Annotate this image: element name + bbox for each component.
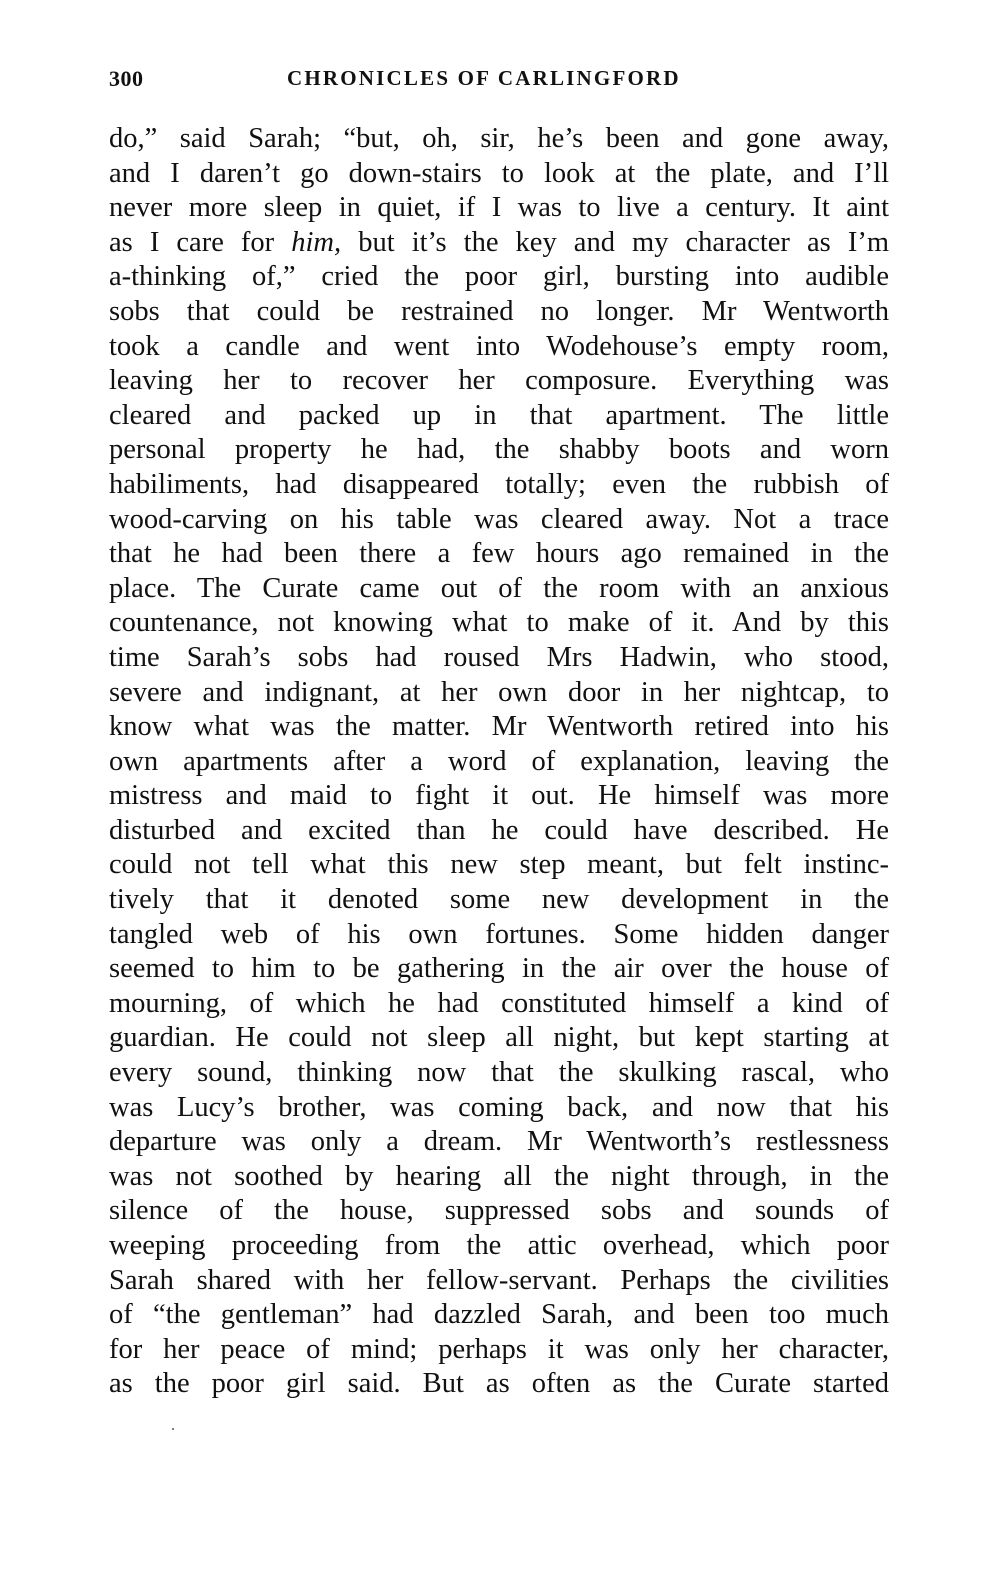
text-line: as the poor girl said. But as often as the Curate started: [109, 1368, 889, 1400]
emphasis-word: him,: [291, 226, 342, 258]
text-line: severe and indignant, at her own door in her nightcap, to: [109, 676, 889, 708]
text-line: tangled web of his own fortunes. Some hidden danger: [109, 918, 889, 950]
text-line: silence of the house, suppressed sobs and sounds of: [109, 1195, 889, 1227]
text-line: took a candle and went into Wodehouse’s empty room,: [109, 330, 889, 362]
text-line: departure was only a dream. Mr Wentworth’s restlessness: [109, 1126, 889, 1158]
text-line: know what was the matter. Mr Wentworth retired into his: [109, 711, 889, 743]
text-line: was Lucy’s brother, was coming back, and now that his: [109, 1091, 889, 1123]
text-segment: as I care for: [109, 226, 292, 258]
text-line: seemed to him to be gathering in the air over the house of: [109, 953, 889, 985]
text-line: mistress and maid to fight it out. He himself was more: [109, 780, 889, 812]
text-line: disturbed and excited than he could have described. He: [109, 814, 889, 846]
page-number: 300: [109, 66, 144, 91]
text-line: weeping proceeding from the attic overhead, which poor: [109, 1230, 889, 1261]
text-line: Sarah shared with her fellow-servant. Perhaps the civilities: [109, 1264, 889, 1296]
text-line: do,” said Sarah; “but, oh, sir, he’s been and gone away,: [109, 123, 889, 154]
text-line: a-thinking of,” cried the poor girl, bursting into audible: [109, 261, 889, 293]
paper-speck: [172, 1428, 174, 1430]
text-segment: but it’s the key and my character as I’m: [341, 226, 889, 258]
text-line: cleared and packed up in that apartment. The little: [109, 399, 889, 431]
text-line: every sound, thinking now that the skulking rascal, who: [109, 1057, 889, 1089]
text-line: countenance, not knowing what to make of it. And by this: [109, 607, 889, 639]
text-line: was not soothed by hearing all the night through, in the: [109, 1160, 889, 1192]
text-line: tively that it denoted some new development in the: [109, 884, 889, 916]
text-line: could not tell what this new step meant, but felt instinc-: [109, 849, 889, 881]
text-line: never more sleep in quiet, if I was to live a century. It aint: [109, 192, 889, 224]
text-line: [109, 226, 889, 261]
text-line: that he had been there a few hours ago remained in the: [109, 538, 889, 570]
text-line: place. The Curate came out of the room with an anxious: [109, 572, 889, 604]
text-line: personal property he had, the shabby boots and worn: [109, 434, 889, 466]
text-line: habiliments, had disappeared totally; even the rubbish of: [109, 468, 889, 500]
running-title: CHRONICLES OF CARLINGFORD: [287, 66, 681, 90]
text-line: of “the gentleman” had dazzled Sarah, and been too much: [109, 1299, 889, 1331]
text-line: sobs that could be restrained no longer. Mr Wentworth: [109, 295, 889, 327]
running-head: [109, 66, 889, 96]
text-line: leaving her to recover her composure. Everything was: [109, 365, 889, 397]
text-line: own apartments after a word of explanation, leaving the: [109, 745, 889, 777]
text-line: time Sarah’s sobs had roused Mrs Hadwin, who stood,: [109, 641, 889, 673]
text-line: wood-carving on his table was cleared away. Not a trace: [109, 503, 889, 535]
text-line: mourning, of which he had constituted himself a kind of: [109, 987, 889, 1019]
body-text: [109, 122, 889, 1402]
text-line: and I daren’t go down-stairs to look at the plate, and I’ll: [109, 157, 889, 189]
text-line: guardian. He could not sleep all night, but kept starting at: [109, 1022, 889, 1054]
text-line: for her peace of mind; perhaps it was only her character,: [109, 1333, 889, 1365]
